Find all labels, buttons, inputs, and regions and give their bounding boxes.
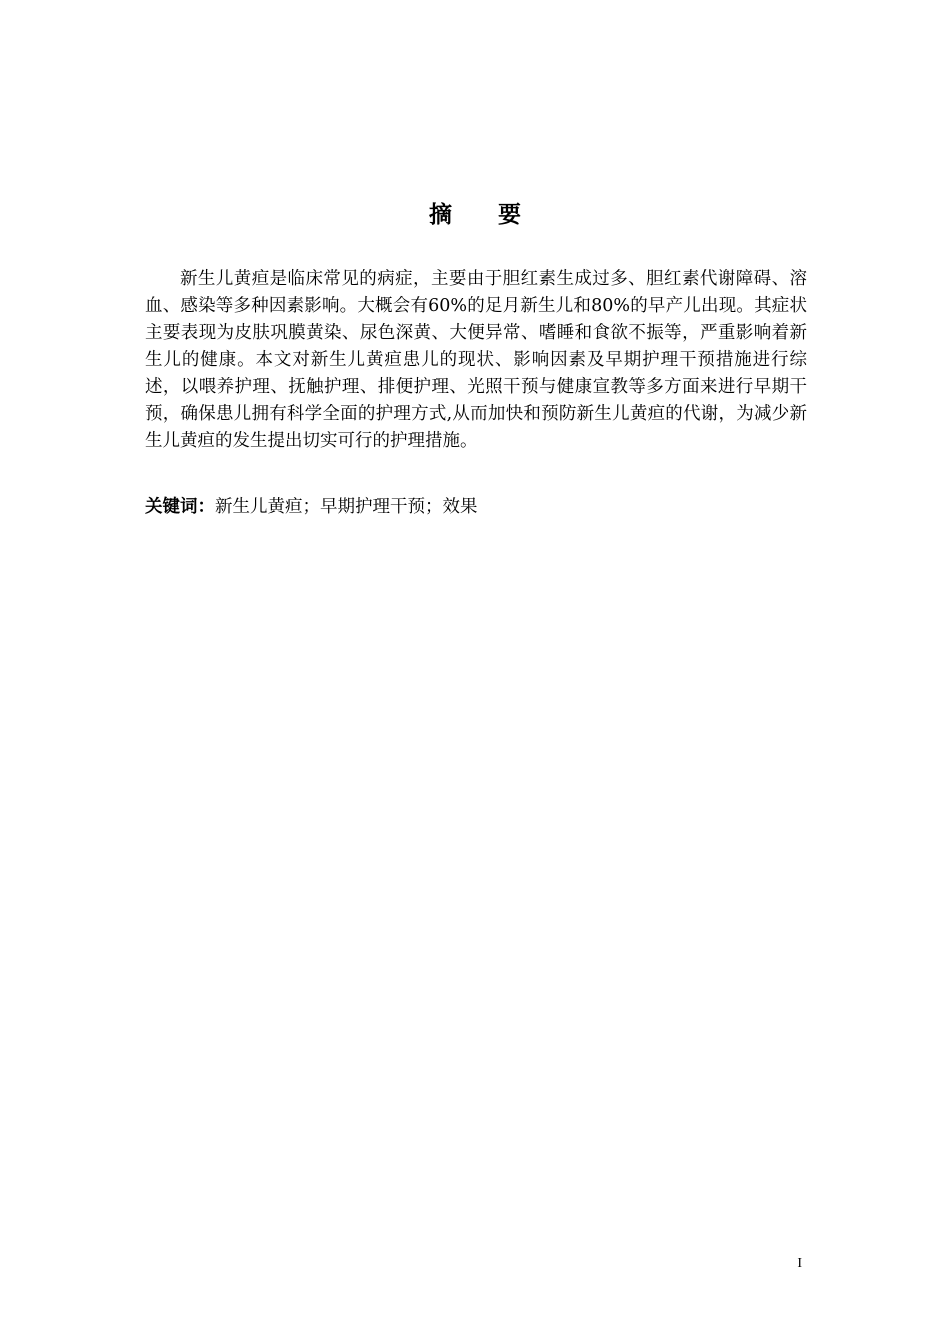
keywords-line <box>145 494 807 521</box>
keywords-label: 关键词： <box>145 497 215 517</box>
keywords-text: 新生儿黄疸；早期护理干预；效果 <box>215 497 478 517</box>
page-number: I <box>797 1256 802 1271</box>
page-title: 摘要 <box>429 202 567 228</box>
abstract-paragraph: 新生儿黄疸是临床常见的病症，主要由于胆红素生成过多、胆红素代谢障碍、溶血、感染等多种因素影响。大概会有60%的足月新生儿和80%的早产儿出现。其症状主要表现为皮肤巩膜黄染、尿色深黄、大便异常、嗜睡和食欲不振等，严重影响着新生儿的健康。本文对新生儿黄疸患儿的现状、影响因素及早期护理干预措施进行综述，以喂养护理、抚触护理、排便护理、光照干预与健康宣教等多方面来进行早期干预，确保患儿拥有科学全面的护理方式,从而加快和预防新生儿黄疸的代谢，为减少新生儿黄疸的发生提出切实可行的护理措施。 <box>145 269 807 451</box>
